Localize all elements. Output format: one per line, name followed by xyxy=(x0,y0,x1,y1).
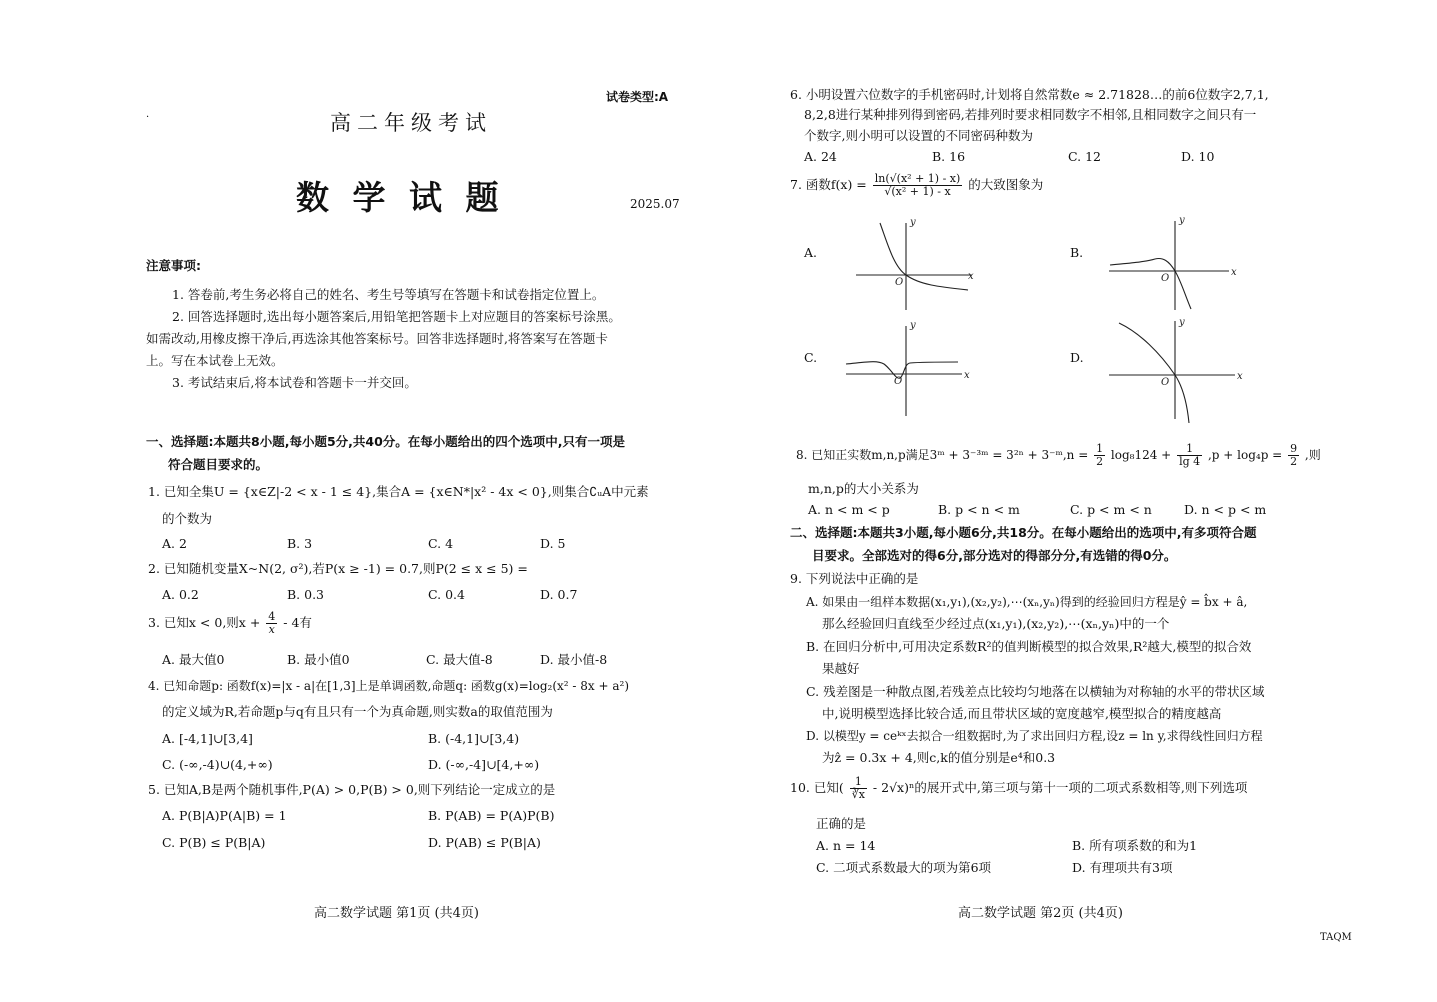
q10-fraction-den: ∛x xyxy=(851,788,865,801)
question-10-cont: 正确的是 xyxy=(816,816,867,831)
q8-fraction-3-den: 2 xyxy=(1290,455,1298,468)
q9-option-a: A. 如果由一组样本数据(x₁,y₁),(x₂,y₂),⋯(xₙ,yₙ)得到的经验回归方程是ŷ = b̂x + â, xyxy=(806,595,1248,609)
q9-option-c: C. 残差图是一种散点图,若残差点比较均匀地落在以横轴为对称轴的水平的带状区域 xyxy=(806,684,1265,699)
q9-option-b: B. 在回归分析中,可用决定系数R²的值判断模型的拟合效果,R²越大,模型的拟合效 xyxy=(806,639,1252,654)
stray-dot: · xyxy=(146,112,150,123)
q4-option-d: D. (-∞,-4]∪[4,+∞) xyxy=(428,757,540,772)
notice-item-2-cont: 如需改动,用橡皮擦干净后,再选涂其他答案标号。回答非选择题时,将答案写在答题卡 xyxy=(146,331,608,346)
q8-option-a: A. n < m < p xyxy=(808,502,890,517)
q8-option-d: D. n < p < m xyxy=(1184,502,1267,517)
q10-option-d: D. 有理项共有3项 xyxy=(1072,860,1173,875)
q4-option-c: C. (-∞,-4)∪(4,+∞) xyxy=(162,757,273,772)
q8-fraction-1-den: 2 xyxy=(1096,455,1104,468)
q1-option-c: C. 4 xyxy=(428,536,454,551)
q9-option-d: D. 以模型y = ceᵏˣ去拟合一组数据时,为了求出回归方程,设z = ln y,求得线性回归方程 xyxy=(806,729,1263,743)
q5-option-c: C. P(B) ≤ P(B|A) xyxy=(162,835,266,850)
question-1-cont: 的个数为 xyxy=(162,511,213,526)
document-code: TAQM xyxy=(1320,932,1352,943)
grade-title: 高二年级考试 xyxy=(330,111,492,135)
question-7 xyxy=(790,173,1043,198)
q3-option-c: C. 最大值-8 xyxy=(426,652,493,667)
graph-label-c: C. xyxy=(804,350,818,365)
q3-option-a: A. 最大值0 xyxy=(162,652,225,667)
q1-option-d: D. 5 xyxy=(540,536,566,551)
notice-title: 注意事项: xyxy=(146,258,201,273)
q8-option-c: C. p < m < n xyxy=(1070,502,1152,517)
graph-c xyxy=(842,320,972,420)
q8-fraction-2-den: lg 4 xyxy=(1179,455,1201,468)
exam-type: 试卷类型:A xyxy=(606,90,669,104)
question-2: 2. 已知随机变量X~N(2, σ²),若P(x ≥ -1) = 0.7,则P(2 ≤ x ≤ 5) = xyxy=(148,561,528,576)
q1-option-b: B. 3 xyxy=(287,536,313,551)
q3-fraction xyxy=(266,611,277,636)
graph-c-x-label: x xyxy=(964,370,970,381)
graph-d-y-label: y xyxy=(1179,317,1185,328)
q2-option-a: A. 0.2 xyxy=(162,587,199,602)
graph-b-origin: O xyxy=(1161,273,1170,284)
page2-footer: 高二数学试题 第2页 (共4页) xyxy=(958,906,1123,921)
subject-title: 数 学 试 题 xyxy=(296,178,505,217)
q3-suffix: - 4有 xyxy=(283,615,312,630)
q5-option-b: B. P(AB) = P(A)P(B) xyxy=(428,808,555,823)
q8-mid-1: log₈124 + xyxy=(1110,448,1172,462)
q8-fraction-1 xyxy=(1094,443,1105,468)
q9-option-b-cont: 果越好 xyxy=(822,661,860,676)
question-6-cont2: 个数字,则小明可以设置的不同密码种数为 xyxy=(804,128,1033,143)
q7-fraction-denominator: √(x² + 1) - x xyxy=(884,185,951,198)
q7-fraction xyxy=(873,173,963,198)
q10-fraction xyxy=(850,776,867,801)
section2-heading: 二、选择题:本题共3小题,每小题6分,共18分。在每小题给出的选项中,有多项符合题 xyxy=(790,525,1257,540)
q5-option-d: D. P(AB) ≤ P(B|A) xyxy=(428,835,541,850)
q2-option-c: C. 0.4 xyxy=(428,587,465,602)
graph-b-y-label: y xyxy=(1179,215,1185,226)
graph-label-a: A. xyxy=(804,245,818,260)
q5-option-a: A. P(B|A)P(A|B) = 1 xyxy=(162,808,287,823)
q8-fraction-1-num: 1 xyxy=(1096,442,1104,455)
q2-option-d: D. 0.7 xyxy=(540,587,578,602)
q3-option-d: D. 最小值-8 xyxy=(540,652,608,667)
q3-fraction-denominator: x xyxy=(268,623,275,636)
graph-a-origin: O xyxy=(895,277,904,288)
q6-option-b: B. 16 xyxy=(932,149,966,164)
question-4-cont: 的定义域为R,若命题p与q有且只有一个为真命题,则实数a的取值范围为 xyxy=(162,704,553,719)
q9-option-a-cont: 那么经验回归直线至少经过点(x₁,y₁),(x₂,y₂),⋯(xₙ,yₙ)中的一个 xyxy=(822,616,1170,631)
question-4: 4. 已知命题p: 函数f(x)=|x - a|在[1,3]上是单调函数,命题q: 函数g(x)=log₂(x² - 8x + a²) xyxy=(148,679,630,693)
q3-prefix: 3. 已知x < 0,则x + xyxy=(148,615,261,630)
q9-option-c-cont: 中,说明模型选择比较合适,而且带状区域的宽度越窄,模型拟合的精度越高 xyxy=(822,706,1222,721)
question-9: 9. 下列说法中正确的是 xyxy=(790,571,919,586)
q8-fraction-2 xyxy=(1177,443,1202,468)
q6-option-d: D. 10 xyxy=(1181,149,1215,164)
notice-item-3: 3. 考试结束后,将本试卷和答题卡一并交回。 xyxy=(172,375,417,390)
section1-heading-cont: 符合题目要求的。 xyxy=(168,457,269,472)
graph-label-d: D. xyxy=(1070,350,1084,365)
graph-b-curve xyxy=(1110,259,1191,310)
graph-d xyxy=(1105,315,1243,425)
q10-option-c: C. 二项式系数最大的项为第6项 xyxy=(816,860,992,875)
q7-prefix: 7. 函数f(x) = xyxy=(790,177,867,192)
q8-fraction-3 xyxy=(1288,443,1299,468)
q1-option-a: A. 2 xyxy=(162,536,187,551)
exam-date: 2025.07 xyxy=(630,197,680,211)
q3-fraction-numerator: 4 xyxy=(268,610,276,623)
question-6: 6. 小明设置六位数字的手机密码时,计划将自然常数e ≈ 2.71828…的前6位数字2,7,1, xyxy=(790,87,1269,102)
question-8 xyxy=(796,443,1321,468)
q4-option-b: B. (-4,1]∪[3,4) xyxy=(428,731,520,746)
notice-item-1: 1. 答卷前,考生务必将自己的姓名、考生号等填写在答题卡和试卷指定位置上。 xyxy=(172,287,605,302)
q10-suffix: - 2√x)ⁿ的展开式中,第三项与第十一项的二项式系数相等,则下列选项 xyxy=(872,780,1248,795)
graph-d-curve xyxy=(1119,323,1189,423)
section2-heading-cont: 目要求。全部选对的得6分,部分选对的得部分分,有选错的得0分。 xyxy=(812,548,1177,563)
notice-item-2-cont2: 上。写在本试卷上无效。 xyxy=(146,353,284,368)
graph-a-x-label: x xyxy=(968,271,974,282)
question-3 xyxy=(148,611,312,636)
q3-option-b: B. 最小值0 xyxy=(287,652,350,667)
question-10 xyxy=(790,776,1247,801)
graph-label-b: B. xyxy=(1070,245,1084,260)
q8-mid-2: ,p + log₄p = xyxy=(1207,448,1283,462)
question-5: 5. 已知A,B是两个随机事件,P(A) > 0,P(B) > 0,则下列结论一定成立的是 xyxy=(148,782,556,797)
q6-option-c: C. 12 xyxy=(1068,149,1101,164)
question-1: 1. 已知全集U = {x∈Z|-2 < x - 1 ≤ 4},集合A = {x∈N*|x² - 4x < 0},则集合∁ᵤA中元素 xyxy=(148,484,649,499)
notice-item-2: 2. 回答选择题时,选出每小题答案后,用铅笔把答题卡上对应题目的答案标号涂黑。 xyxy=(172,309,621,324)
graph-b-x-label: x xyxy=(1231,267,1237,278)
graph-a-curve xyxy=(880,223,968,290)
graph-b xyxy=(1105,215,1235,315)
q8-fraction-2-num: 1 xyxy=(1177,443,1202,456)
q8-suffix: ,则 xyxy=(1304,448,1321,462)
q7-fraction-numerator: ln(√(x² + 1) - x) xyxy=(874,172,961,185)
q7-suffix: 的大致图象为 xyxy=(968,177,1044,192)
graph-c-y-label: y xyxy=(910,320,916,331)
q10-prefix: 10. 已知( xyxy=(790,780,844,795)
q10-fraction-num: 1 xyxy=(850,776,867,789)
q9-option-d-cont: 为ẑ = 0.3x + 4,则c,k的值分别是e⁴和0.3 xyxy=(822,750,1056,765)
q2-option-b: B. 0.3 xyxy=(287,587,325,602)
graph-c-origin: O xyxy=(894,376,903,387)
section1-heading: 一、选择题:本题共8小题,每小题5分,共40分。在每小题给出的四个选项中,只有一项是 xyxy=(146,434,626,449)
q8-option-b: B. p < n < m xyxy=(938,502,1020,517)
question-8-cont: m,n,p的大小关系为 xyxy=(808,481,919,496)
q8-prefix: 8. 已知正实数m,n,p满足3ᵐ + 3⁻³ᵐ = 3²ⁿ + 3⁻ᵐ,n = xyxy=(796,448,1089,462)
graph-d-origin: O xyxy=(1161,377,1170,388)
q10-option-a: A. n = 14 xyxy=(816,838,876,853)
graph-a-y-label: y xyxy=(910,217,916,228)
question-6-cont: 8,2,8进行某种排列得到密码,若排列时要求相同数字不相邻,且相同数字之间只有一 xyxy=(804,107,1257,122)
q8-fraction-3-num: 9 xyxy=(1290,442,1298,455)
q10-option-b: B. 所有项系数的和为1 xyxy=(1072,838,1198,853)
q6-option-a: A. 24 xyxy=(804,149,837,164)
graph-a xyxy=(850,215,980,315)
page1-footer: 高二数学试题 第1页 (共4页) xyxy=(314,906,479,921)
graph-d-x-label: x xyxy=(1237,371,1243,382)
q4-option-a: A. [-4,1]∪[3,4] xyxy=(162,731,253,746)
